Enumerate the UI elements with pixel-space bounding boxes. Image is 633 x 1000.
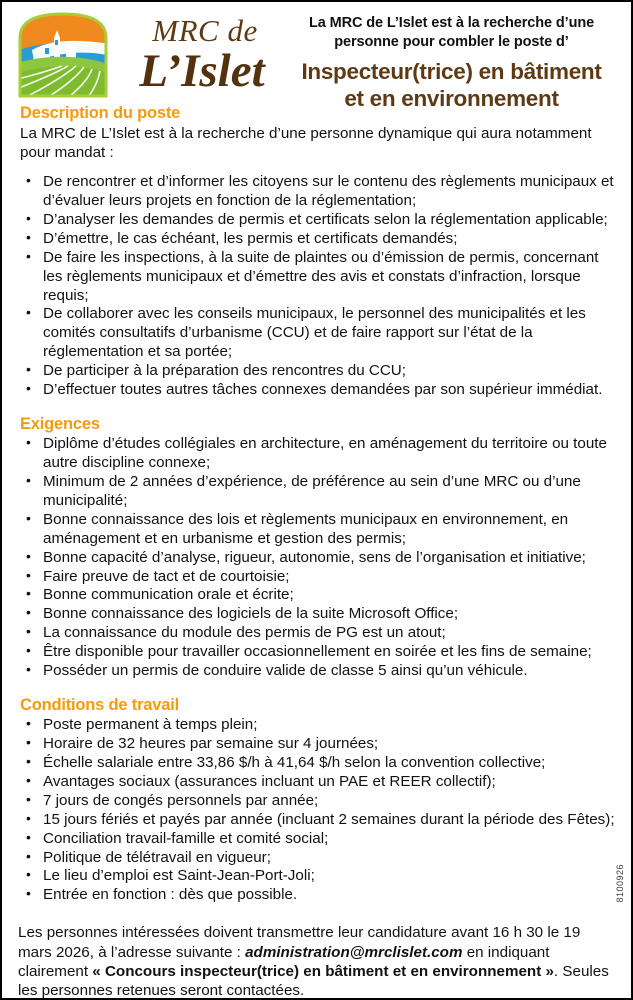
job-title-line-1: Inspecteur(trice) en bâtiment — [301, 59, 602, 85]
list-item: • De faire les inspections, à la suite de plaintes ou d’émission de permis, concernant les règlements municipaux et d’émettre des avis et constats d’infraction, lorsque requis; — [16, 249, 617, 306]
job-title — [282, 59, 621, 112]
header-kicker-line-2: personne pour combler le poste d’ — [334, 34, 569, 51]
application-instructions — [18, 923, 617, 1000]
header-kicker-line-1: La MRC de L’Islet est à la recherche d’une — [308, 15, 595, 31]
section-heading-conditions: Conditions de travail — [20, 696, 179, 715]
section-heading-description: Description du poste — [20, 104, 181, 122]
spacer — [16, 400, 617, 415]
poster-content — [2, 102, 631, 1000]
list-item: • Le lieu d’emploi est Saint-Jean-Port-Joli; — [16, 867, 617, 886]
section-heading-exigences: Exigences — [20, 415, 100, 434]
list-item: • Bonne connaissance des logiciels de la suite Microsoft Office; — [16, 605, 617, 624]
application-subject-line: « Concours inspecteur(trice) en bâtiment et en environnement » — [92, 962, 554, 980]
list-item: • Avantages sociaux (assurances incluant un PAE et REER collectif); — [16, 773, 617, 792]
list-item: • De collaborer avec les conseils municipaux, le personnel des municipalités et les comités consultatifs d’urbanisme (CCU) et de faire rapport sur l’état de la réglementation et sa portée; — [16, 305, 617, 362]
list-item: • La connaissance du module des permis de PG est un atout; — [16, 624, 617, 643]
conditions-bullet-list — [16, 716, 617, 905]
job-title-line-2: et en environnement — [344, 85, 559, 111]
list-item: • Poste permanent à temps plein; — [16, 716, 617, 735]
list-item: • 7 jours de congés personnels par année; — [16, 792, 617, 811]
list-item: • Horaire de 32 heures par semaine sur 4 journées; — [16, 735, 617, 754]
list-item: • Faire preuve de tact et de courtoisie; — [16, 568, 617, 587]
section-description — [16, 104, 617, 400]
description-bullet-list — [16, 173, 617, 400]
application-instructions-part2: en indiquant clairement — [18, 943, 550, 980]
spacer — [16, 681, 617, 696]
application-instructions-part1: Les personnes intéressées doivent transmettre leur candidature avant 16 h 30 le 19 mars 2026, à l’adresse suivante : — [18, 924, 581, 961]
list-item: • Bonne connaissance des lois et règlements municipaux en environnement, en aménagement et en urbanisme et gestion des permis; — [16, 511, 617, 549]
wordmark — [122, 15, 282, 95]
header-text-block — [282, 8, 625, 112]
exigences-bullet-list — [16, 435, 617, 681]
application-email[interactable]: administration@mrclislet.com — [245, 943, 463, 961]
list-item: • Politique de télétravail en vigueur; — [16, 849, 617, 868]
list-item: • D’émettre, le cas échéant, les permis et certificats demandés; — [16, 230, 617, 249]
description-lede: La MRC de L’Islet est à la recherche d’une personne dynamique qui aura notamment pour mandat : — [20, 125, 592, 161]
reference-number: 8100926 — [615, 864, 625, 903]
list-item: • Minimum de 2 années d’expérience, de préférence au sein d’une MRC ou d’une municipalité; — [16, 473, 617, 511]
crest-icon — [14, 10, 112, 102]
section-exigences — [16, 415, 617, 681]
organization-logo — [8, 8, 282, 102]
list-item: • De participer à la préparation des rencontres du CCU; — [16, 362, 617, 381]
list-item: • D’analyser les demandes de permis et certificats selon la réglementation applicable; — [16, 211, 617, 230]
section-conditions — [16, 696, 617, 905]
list-item: • 15 jours fériés et payés par année (incluant 2 semaines durant la période des Fêtes); — [16, 811, 617, 830]
list-item: • D’effectuer toutes autres tâches connexes demandées par son supérieur immédiat. — [16, 381, 617, 400]
list-item: • Posséder un permis de conduire valide de classe 5 ainsi qu’un véhicule. — [16, 662, 617, 681]
list-item: • Échelle salariale entre 33,86 $/h à 41,64 $/h selon la convention collective; — [16, 754, 617, 773]
poster-header — [2, 2, 631, 111]
list-item: • De rencontrer et d’informer les citoyens sur le contenu des règlements municipaux et d’évaluer leurs projets en fonction de la réglementation; — [16, 173, 617, 211]
list-item: • Conciliation travail-famille et comité social; — [16, 830, 617, 849]
list-item: • Entrée en fonction : dès que possible. — [16, 886, 617, 905]
list-item: • Bonne communication orale et écrite; — [16, 586, 617, 605]
wordmark-line-2: L’Islet — [139, 45, 265, 97]
list-item: • Bonne capacité d’analyse, rigueur, autonomie, sens de l’organisation et initiative; — [16, 549, 617, 568]
header-kicker — [282, 14, 621, 52]
list-item: • Diplôme d’études collégiales en architecture, en aménagement du territoire ou toute autre discipline connexe; — [16, 435, 617, 473]
application-instructions-part3: . Seules les personnes retenues seront contactées. — [18, 962, 609, 1000]
spacer — [16, 162, 617, 173]
spacer — [16, 905, 617, 923]
list-item: • Être disponible pour travailler occasionnellement en soirée et les fins de semaine; — [16, 643, 617, 662]
wordmark-line-1: MRC de — [152, 13, 258, 48]
